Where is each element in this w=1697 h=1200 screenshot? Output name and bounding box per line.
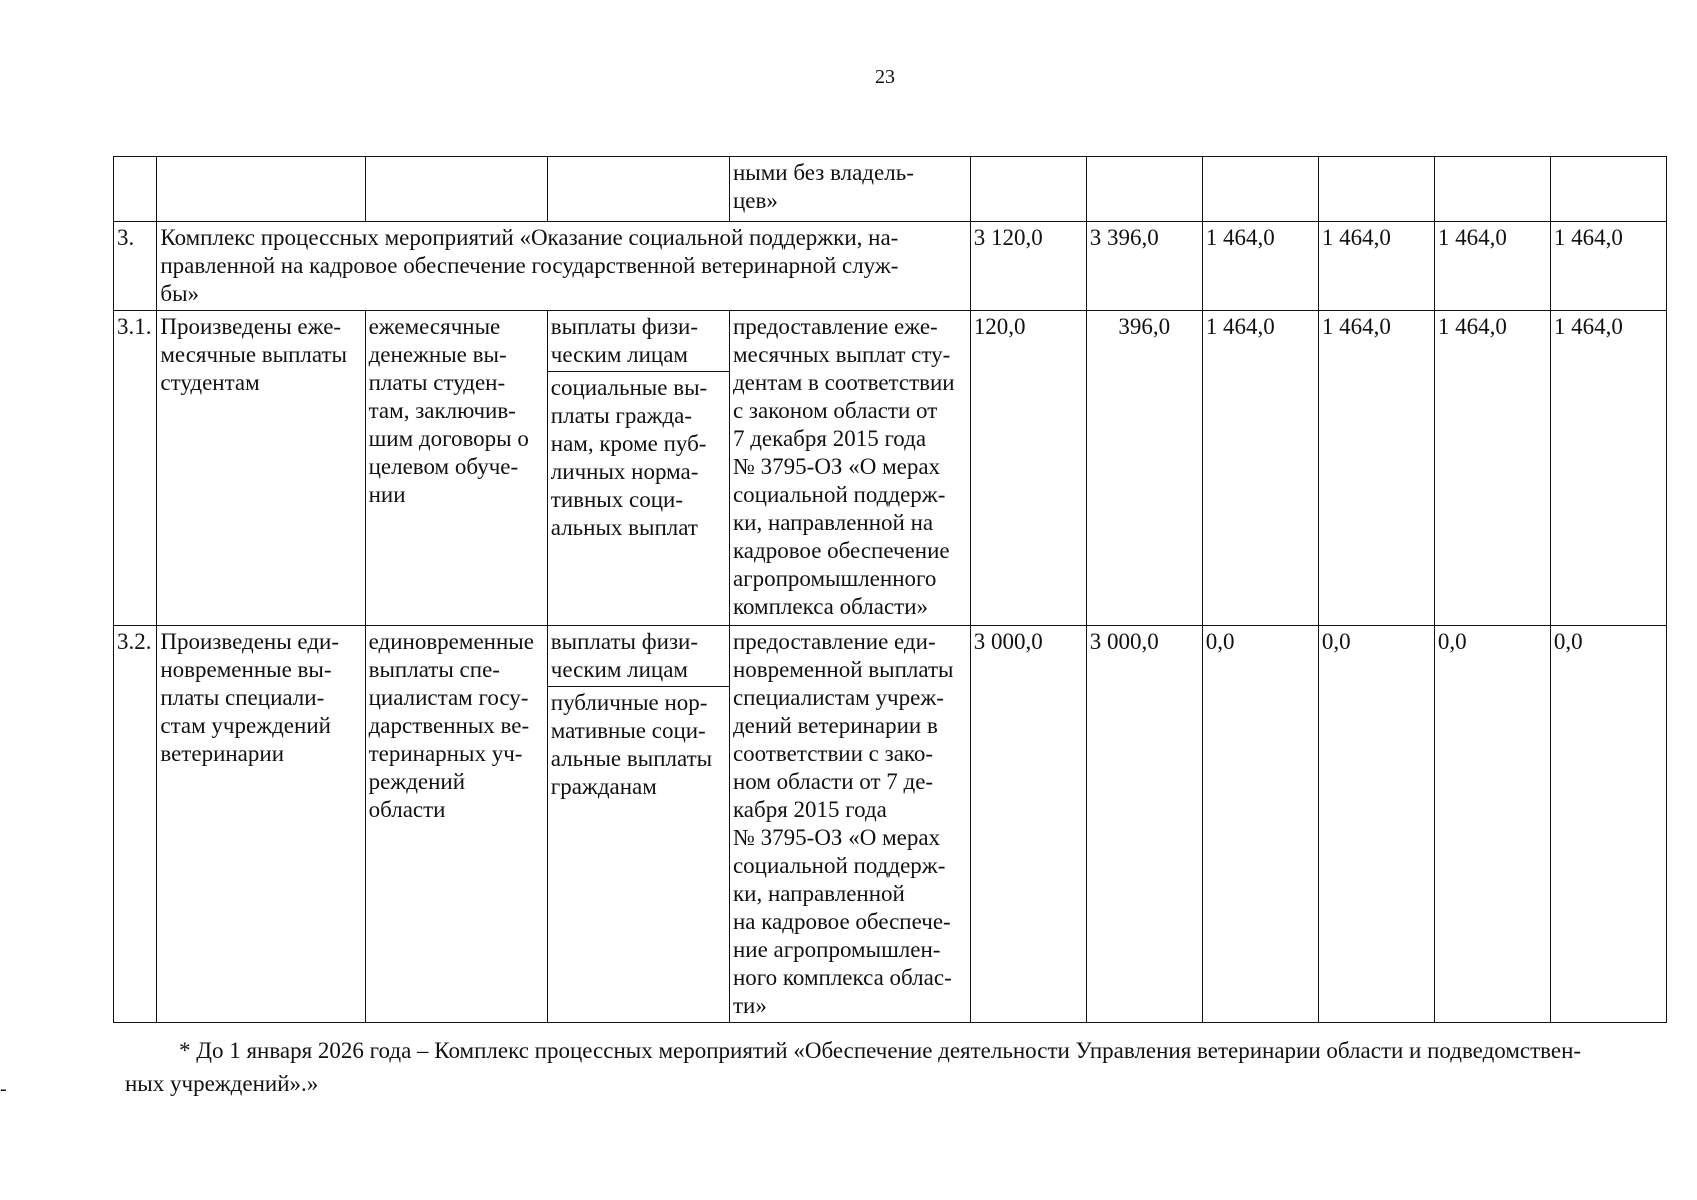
value-cell: 1 464,0 [1318,222,1434,311]
category-bottom: социальные вы- платы гражда- нам, кроме пуб- личных норма- тивных соци- альных выплат [550,375,708,540]
result-text: Произведены еже- месячные выплаты студентам [160,314,348,395]
cell-num [114,157,157,222]
cell-value [1086,157,1202,222]
payment-type-text: ежемесячные денежные вы- платы студен- там, заключив- шим договоры о целевом обуче- нии [368,314,529,507]
value-cell: 3 120,0 [970,222,1086,311]
category-top: выплаты физи- ческим лицам [548,626,729,687]
category-cell [547,311,729,626]
basis-cell [729,626,970,1023]
category-stack [548,626,729,1022]
category-cell [547,626,729,1023]
result-text: Произведены еди- новременные вы- платы специали- стам учреждений ветеринарии [160,629,340,766]
cell-value [1202,157,1318,222]
basis-text: предоставление еди- новременной выплаты специалистам учреж- дений ветеринарии в соответствии с зако- ном области от 7 де- кабря 2015 года № 3795-ОЗ «О мерах социальной поддерж- ки, направленной на кадровое обеспече- ние агропромышлен- ного комплекса облас- ти» [732,629,954,1018]
cell-result [157,157,365,222]
category-top: выплаты физи- ческим лицам [548,311,729,372]
value-cell: 3 396,0 [1086,222,1202,311]
value-cell: 1 464,0 [1550,311,1666,626]
complex-title [157,222,970,311]
page-number: 23 [875,66,895,88]
cell-value [970,157,1086,222]
value-cell: 0,0 [1202,626,1318,1023]
value-cell: 1 464,0 [1434,311,1550,626]
basis-text: предоставление еже- месячных выплат сту- дентам в соответствии с законом области от 7 декабря 2015 года № 3795-ОЗ «О мерах социальной поддерж- ки, направленной на кадровое обеспечение агропромышленного комплекса области» [732,314,955,619]
cell-value [1318,157,1434,222]
payment-type-cell [365,311,547,626]
value-cell: 1 464,0 [1318,311,1434,626]
value-cell: 1 464,0 [1550,222,1666,311]
value-cell: 1 464,0 [1202,222,1318,311]
table-row-continued [114,157,1667,222]
category-bottom: публичные нор- мативные соци- альные выплаты гражданам [550,690,713,799]
footnote: * До 1 января 2026 года – Комплекс процессных мероприятий «Обеспечение деятельности Управления ветеринарии области и подведомствен- ных учреждений».» [125,1038,1582,1096]
value-cell: 120,0 [970,311,1086,626]
program-table [113,156,1667,1023]
value-cell: 0,0 [1318,626,1434,1023]
row-number: 3.2. [114,626,157,1023]
row-number: 3.1. [114,311,157,626]
basis-cell [729,311,970,626]
result-cell [157,626,365,1023]
value-cell: 3 000,0 [970,626,1086,1023]
value-cell: 1 464,0 [1434,222,1550,311]
result-cell [157,311,365,626]
value-cell: 0,0 [1550,626,1666,1023]
payment-type-cell [365,626,547,1023]
value-cell: 0,0 [1434,626,1550,1023]
margin-mark: - [0,1078,7,1100]
table-row-3-2 [114,626,1667,1023]
payment-type-text: единовременные выплаты спе- циалистам госу- дарственных ве- теринарных уч- реждений области [368,629,534,822]
value-cell: 396,0 [1086,311,1202,626]
cell-category [547,157,729,222]
cell-type [365,157,547,222]
cell-basis [729,157,970,222]
cell-value [1550,157,1666,222]
row-number: 3. [114,222,157,311]
continued-basis-text: ными без владель- цев» [732,160,914,213]
value-cell: 1 464,0 [1202,311,1318,626]
category-stack [548,311,729,625]
table-row-3 [114,222,1667,311]
value-cell: 3 000,0 [1086,626,1202,1023]
cell-value [1434,157,1550,222]
complex-title-text: Комплекс процессных мероприятий «Оказание социальной поддержки, на- правленной на кадровое обеспечение государственной ветеринарной служ- бы» [160,225,899,306]
table-row-3-1 [114,311,1667,626]
